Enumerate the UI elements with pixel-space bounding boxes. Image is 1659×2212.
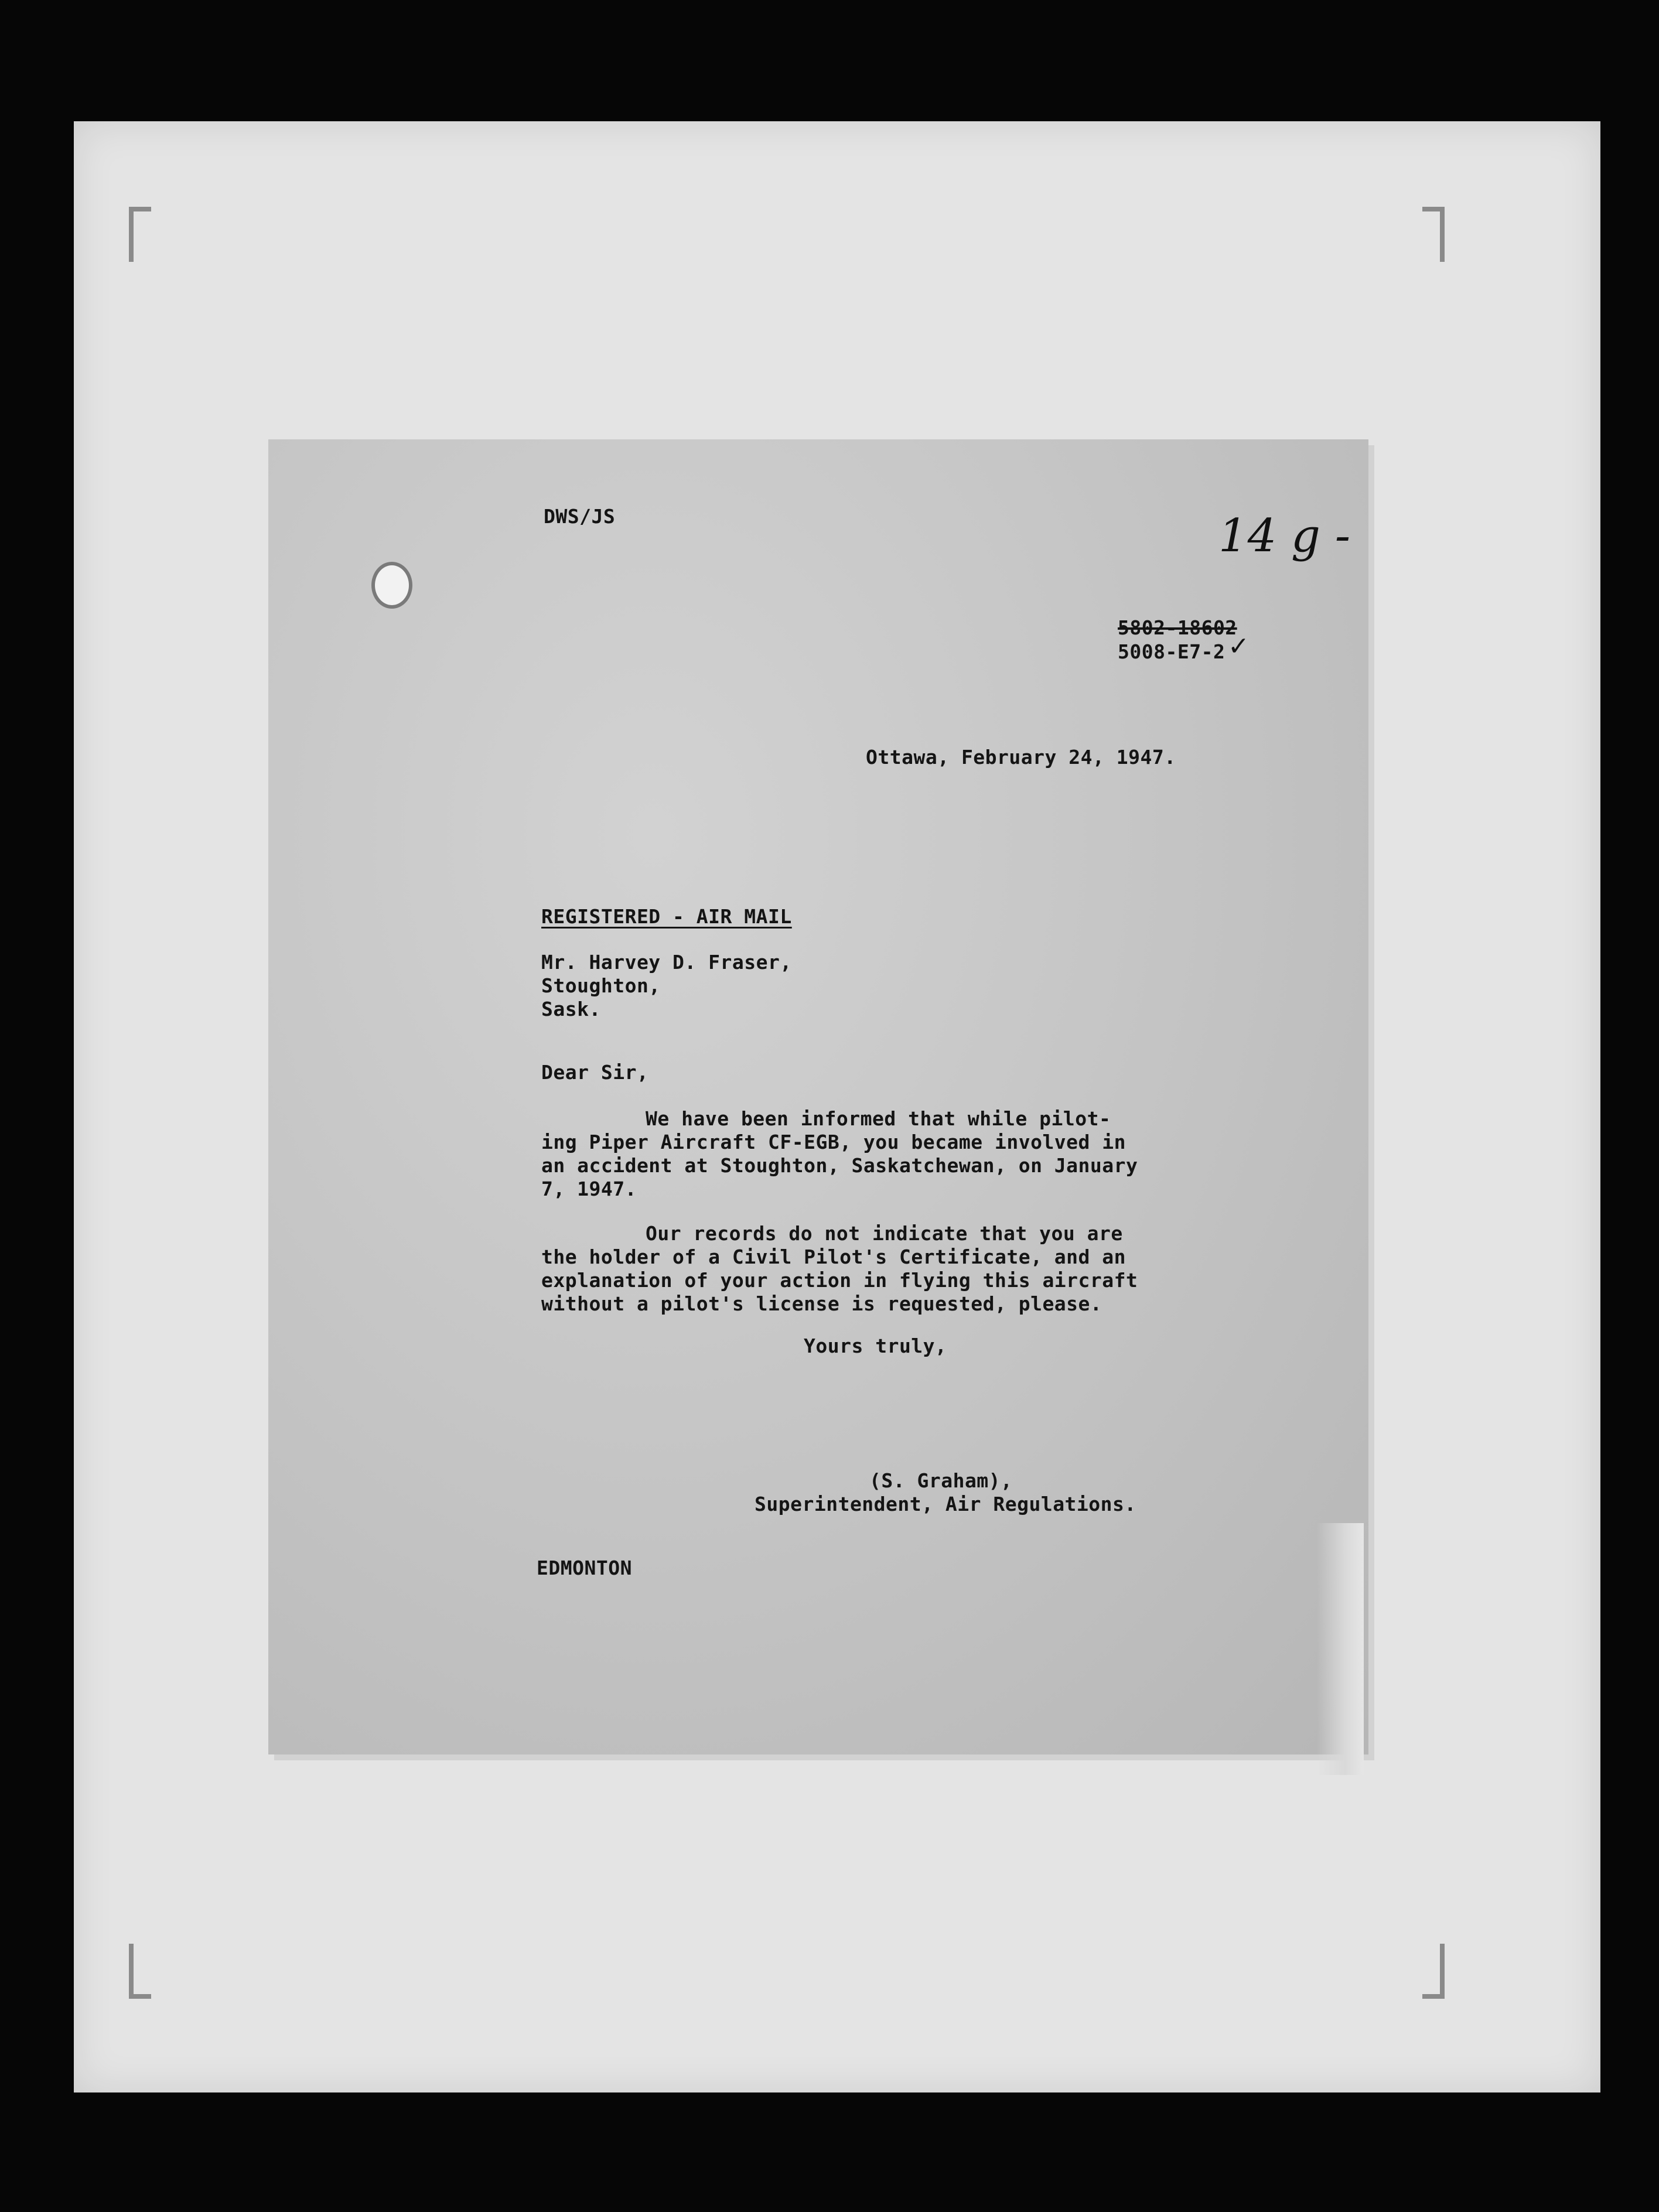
addressee-province: Sask.: [541, 998, 601, 1020]
paragraph-line: 7, 1947.: [541, 1177, 637, 1200]
crop-mark-bottom-left: [129, 1944, 151, 1999]
sheet-curl-edge: [1317, 1523, 1364, 1775]
punch-hole: [375, 565, 409, 605]
crop-mark-bottom-right: [1422, 1944, 1445, 1999]
closing: Yours truly,: [804, 1334, 947, 1357]
paragraph-line: Our records do not indicate that you are: [646, 1222, 1123, 1245]
crop-mark-top-right: [1422, 207, 1445, 262]
delivery-method: REGISTERED - AIR MAIL: [541, 905, 792, 928]
paragraph-line: We have been informed that while pilot-: [646, 1107, 1111, 1130]
copy-distribution: EDMONTON: [537, 1556, 632, 1579]
file-reference-struck: 5802-18602: [1118, 616, 1237, 639]
paragraph-line: explanation of your action in flying this aircraft: [541, 1269, 1138, 1292]
reference-initials: DWS/JS: [544, 505, 616, 528]
paragraph-line: an accident at Stoughton, Saskatchewan, on January: [541, 1154, 1138, 1177]
salutation: Dear Sir,: [541, 1061, 649, 1084]
paragraph-line: the holder of a Civil Pilot's Certificate, and an: [541, 1245, 1127, 1268]
signatory-name: (S. Graham),: [869, 1469, 1013, 1492]
signatory-title: Superintendent, Air Regulations.: [755, 1493, 1136, 1515]
paragraph-line: without a pilot's license is requested, please.: [541, 1292, 1102, 1315]
file-reference-current: 5008-E7-2: [1118, 640, 1226, 663]
paragraph-line: ing Piper Aircraft CF-EGB, you became involved in: [541, 1131, 1127, 1153]
addressee-name: Mr. Harvey D. Fraser,: [541, 951, 792, 974]
crop-mark-top-left: [129, 207, 151, 262]
check-mark-icon: ✓: [1228, 631, 1250, 661]
dateline: Ottawa, February 24, 1947.: [866, 746, 1176, 769]
handwritten-folio-number: 14 g -: [1218, 510, 1351, 562]
addressee-town: Stoughton,: [541, 974, 661, 997]
